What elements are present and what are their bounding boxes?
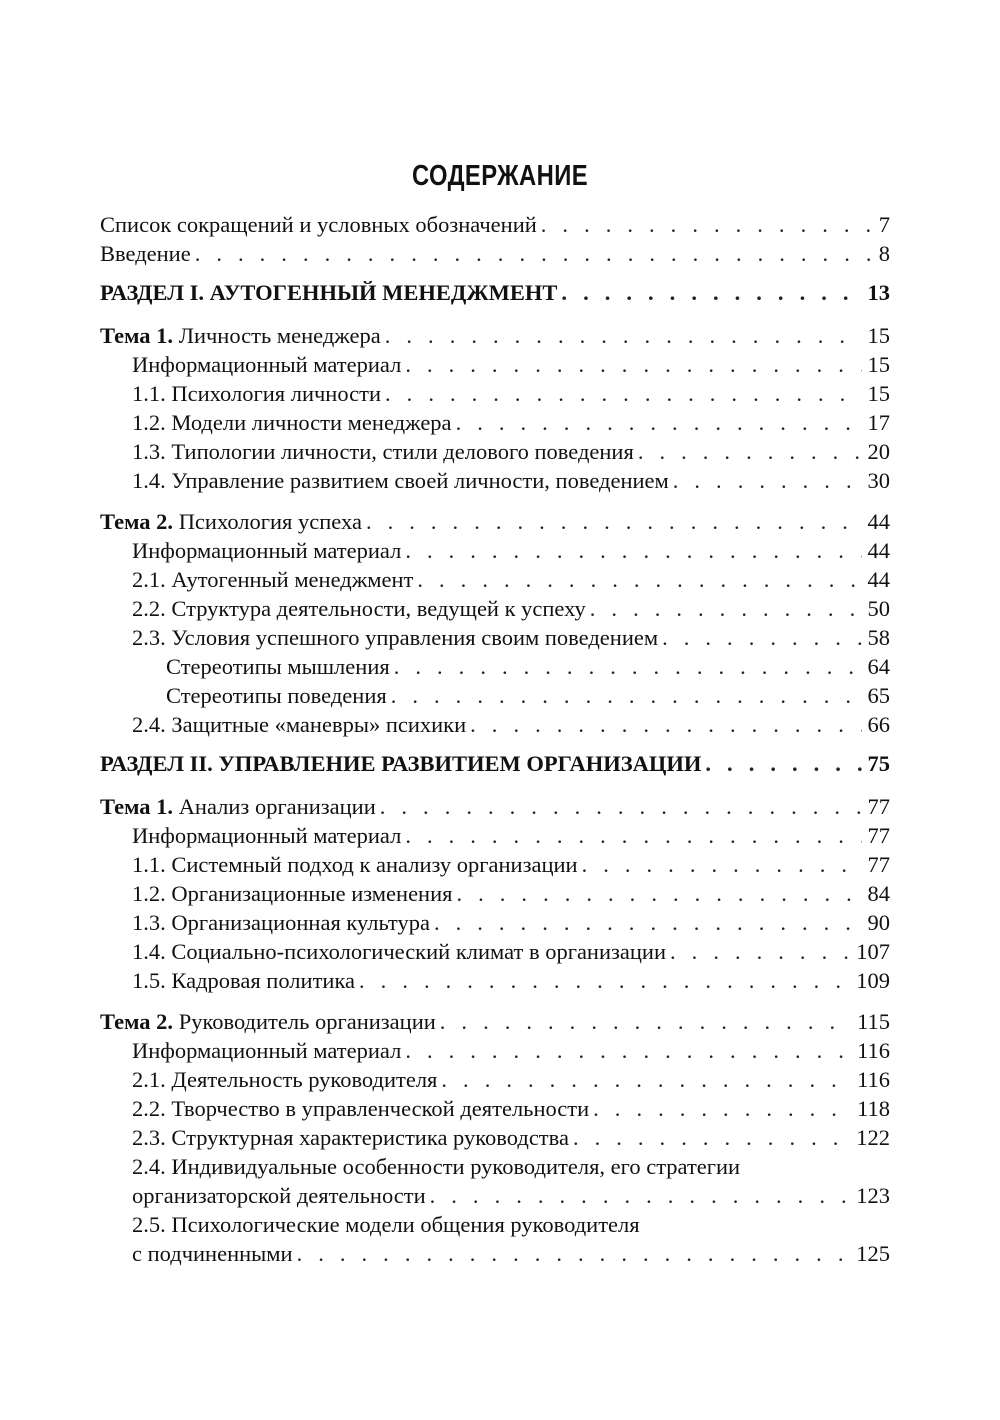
toc-entry-title — [100, 210, 537, 239]
toc-leader-dots — [590, 594, 862, 623]
toc-leader-dots — [430, 1181, 851, 1210]
toc-entry-text: РАЗДЕЛ I. АУТОГЕННЫЙ МЕНЕДЖМЕНТ — [100, 280, 558, 305]
toc-page-number: 8 — [878, 241, 890, 266]
toc-topic-entry — [100, 1007, 890, 1036]
toc-entry — [100, 1036, 890, 1065]
toc-entry-title — [100, 239, 191, 268]
toc-leader-dots — [440, 1007, 851, 1036]
toc-page-number: 66 — [867, 712, 890, 737]
toc-entry-text: 1.4. Управление развитием своей личности, поведением — [132, 468, 669, 493]
toc-entry-text: Личность менеджера — [178, 323, 381, 348]
toc-entry-title — [132, 1065, 437, 1094]
toc-section-entry — [100, 276, 890, 309]
toc-page-number: 77 — [867, 823, 890, 848]
toc-entry-title — [100, 792, 376, 821]
toc-leader-dots — [297, 1239, 851, 1268]
toc-entry — [100, 966, 890, 995]
toc-leader-dots — [670, 937, 850, 966]
toc-topic-number: Тема 2. — [100, 1009, 174, 1034]
toc-topic-number: Тема 1. — [100, 323, 174, 348]
toc-entry-text: Руководитель организации — [178, 1009, 436, 1034]
toc-leader-dots — [441, 1065, 851, 1094]
toc-entry-title — [132, 821, 401, 850]
toc-page-number: 75 — [867, 751, 890, 776]
toc-page-number: 15 — [867, 381, 890, 406]
toc-page-number: 64 — [867, 654, 890, 679]
toc-entry-title — [132, 879, 452, 908]
toc-entry-title — [132, 1210, 640, 1239]
toc-page-number: 122 — [856, 1125, 890, 1150]
toc-entry — [100, 408, 890, 437]
toc-entry-text: Стереотипы мышления — [166, 654, 390, 679]
toc-entry-text: 2.3. Условия успешного управления своим поведением — [132, 625, 659, 650]
toc-entry-text: Введение — [100, 241, 191, 266]
toc-entry-title — [132, 1239, 293, 1268]
toc-subentry — [100, 681, 890, 710]
toc-leader-dots — [705, 747, 861, 780]
toc-page-number: 77 — [867, 852, 890, 877]
toc-leader-dots — [380, 792, 862, 821]
toc-leader-dots — [417, 565, 861, 594]
toc-page-number: 118 — [857, 1096, 890, 1121]
toc-leader-dots — [195, 239, 873, 268]
toc-entry-title — [132, 1181, 426, 1210]
toc-leader-dots — [456, 879, 861, 908]
toc-entry — [100, 466, 890, 495]
toc-entry — [100, 536, 890, 565]
toc-page-number: 7 — [878, 212, 890, 237]
toc-entry-title — [100, 747, 701, 780]
toc-entry — [100, 437, 890, 466]
toc-entry-title — [132, 536, 401, 565]
toc-entry — [100, 937, 890, 966]
toc-leader-dots — [662, 623, 861, 652]
toc-leader-dots — [470, 710, 861, 739]
toc-entry-text: с подчиненными — [132, 1241, 293, 1266]
toc-entry-title — [132, 710, 466, 739]
toc-entry-text: 2.2. Творчество в управленческой деятельности — [132, 1096, 590, 1121]
toc-entry-title — [100, 321, 381, 350]
toc-page-number: 44 — [867, 567, 890, 592]
toc-entry-text: Психология успеха — [178, 509, 362, 534]
toc-entry — [100, 379, 890, 408]
toc-entry — [100, 1123, 890, 1152]
toc-topic-number: Тема 2. — [100, 509, 174, 534]
toc-leader-dots — [359, 966, 850, 995]
toc-entry-text: Информационный материал — [132, 538, 402, 563]
toc-page-number: 17 — [867, 410, 890, 435]
toc-page-number: 44 — [867, 538, 890, 563]
toc-page-number: 15 — [867, 352, 890, 377]
toc-leader-dots — [573, 1123, 850, 1152]
toc-leader-dots — [405, 350, 861, 379]
toc-page-number: 13 — [867, 280, 890, 305]
toc-entry-title — [132, 937, 666, 966]
toc-entry-title — [132, 1152, 740, 1181]
toc-entry-title — [166, 652, 390, 681]
toc-entry-text: 2.1. Аутогенный менеджмент — [132, 567, 414, 592]
toc-topic-number: Тема 1. — [100, 794, 174, 819]
toc-entry-title — [132, 1036, 401, 1065]
toc-entry-text: 1.1. Системный подход к анализу организации — [132, 852, 578, 877]
toc-page-number: 30 — [867, 468, 890, 493]
toc-entry — [100, 594, 890, 623]
toc-entry-title — [132, 565, 413, 594]
page-title: СОДЕРЖАНИЕ — [411, 160, 589, 192]
toc-topic-entry — [100, 792, 890, 821]
toc-entry — [100, 850, 890, 879]
toc-entry-text: 1.2. Модели личности менеджера — [132, 410, 452, 435]
toc-entry-text: 2.5. Психологические модели общения руководителя — [132, 1212, 640, 1237]
toc-entry — [100, 1094, 890, 1123]
toc-entry-text: 1.1. Психология личности — [132, 381, 382, 406]
toc-entry-text: 2.2. Структура деятельности, ведущей к успеху — [132, 596, 586, 621]
toc-entry — [100, 210, 890, 239]
toc-entry-text: Анализ организации — [178, 794, 376, 819]
toc-page-number: 123 — [856, 1183, 890, 1208]
toc-leader-dots — [391, 681, 862, 710]
toc-page-number: 20 — [867, 439, 890, 464]
toc-entry-title — [132, 850, 578, 879]
toc-entry-text: 1.4. Социально-психологический климат в организации — [132, 939, 667, 964]
toc-entry — [100, 623, 890, 652]
toc-page-number: 58 — [867, 625, 890, 650]
toc-entry — [100, 1152, 890, 1181]
toc-entry-text: Список сокращений и условных обозначений — [100, 212, 537, 237]
toc-entry-text: 1.3. Организационная культура — [132, 910, 430, 935]
toc-leader-dots — [673, 466, 862, 495]
toc-entry-title — [132, 437, 634, 466]
toc-entry-title — [132, 966, 355, 995]
toc-section-entry — [100, 747, 890, 780]
toc-leader-dots — [593, 1094, 851, 1123]
toc-page-number: 116 — [857, 1067, 890, 1092]
toc-page-number: 84 — [867, 881, 890, 906]
toc-entry-text: организаторской деятельности — [132, 1183, 426, 1208]
toc-leader-dots — [638, 437, 862, 466]
toc-page-number: 44 — [867, 509, 890, 534]
toc-leader-dots — [405, 536, 861, 565]
toc-entry — [100, 1181, 890, 1210]
toc-entry-text: 2.3. Структурная характеристика руководства — [132, 1125, 569, 1150]
toc-page-number: 50 — [867, 596, 890, 621]
toc-page-number: 15 — [867, 323, 890, 348]
toc-entry-text: 1.3. Типологии личности, стили делового поведения — [132, 439, 634, 464]
toc-entry-title — [132, 408, 452, 437]
toc-entry-title — [132, 379, 381, 408]
toc-entry-text: Стереотипы поведения — [166, 683, 387, 708]
toc-entry — [100, 821, 890, 850]
toc-leader-dots — [385, 321, 862, 350]
toc-entry-title — [132, 1094, 589, 1123]
toc-page-number: 107 — [856, 939, 890, 964]
toc-entry-text: 2.4. Защитные «маневры» психики — [132, 712, 467, 737]
table-of-contents — [100, 210, 890, 1268]
toc-entry-text: РАЗДЕЛ II. УПРАВЛЕНИЕ РАЗВИТИЕМ ОРГАНИЗАЦИИ — [100, 751, 702, 776]
toc-leader-dots — [405, 1036, 851, 1065]
toc-leader-dots — [385, 379, 861, 408]
toc-entry — [100, 1239, 890, 1268]
toc-entry-title — [132, 466, 669, 495]
toc-page-number: 90 — [867, 910, 890, 935]
toc-leader-dots — [405, 821, 861, 850]
toc-leader-dots — [541, 210, 873, 239]
toc-entry-title — [100, 1007, 436, 1036]
toc-entry-text: Информационный материал — [132, 352, 402, 377]
toc-entry-text: 2.4. Индивидуальные особенности руководителя, его стратегии — [132, 1154, 741, 1179]
toc-page-number: 125 — [856, 1241, 890, 1266]
toc-leader-dots — [434, 908, 862, 937]
toc-entry — [100, 1065, 890, 1094]
toc-leader-dots — [561, 276, 861, 309]
toc-page-number: 65 — [867, 683, 890, 708]
toc-entry-title — [132, 350, 401, 379]
toc-entry — [100, 879, 890, 908]
toc-leader-dots — [456, 408, 862, 437]
toc-entry-title — [132, 623, 658, 652]
toc-page-number: 109 — [856, 968, 890, 993]
toc-entry-text: Информационный материал — [132, 823, 402, 848]
toc-entry — [100, 350, 890, 379]
toc-leader-dots — [394, 652, 862, 681]
toc-subentry — [100, 652, 890, 681]
toc-entry — [100, 565, 890, 594]
toc-entry-title — [132, 1123, 569, 1152]
toc-entry-title — [166, 681, 387, 710]
toc-topic-entry — [100, 507, 890, 536]
toc-entry-text: Информационный материал — [132, 1038, 402, 1063]
toc-leader-dots — [582, 850, 862, 879]
toc-entry-text: 1.5. Кадровая политика — [132, 968, 356, 993]
toc-entry-title — [132, 594, 586, 623]
toc-entry-text: 2.1. Деятельность руководителя — [132, 1067, 438, 1092]
toc-entry-text: 1.2. Организационные изменения — [132, 881, 453, 906]
toc-entry-title — [100, 276, 557, 309]
toc-entry — [100, 710, 890, 739]
toc-page-number: 77 — [867, 794, 890, 819]
toc-leader-dots — [366, 507, 862, 536]
toc-entry-title — [100, 507, 362, 536]
toc-entry — [100, 239, 890, 268]
toc-page-number: 116 — [857, 1038, 890, 1063]
toc-entry — [100, 1210, 890, 1239]
toc-entry — [100, 908, 890, 937]
toc-entry-title — [132, 908, 430, 937]
toc-page-number: 115 — [857, 1009, 890, 1034]
toc-topic-entry — [100, 321, 890, 350]
